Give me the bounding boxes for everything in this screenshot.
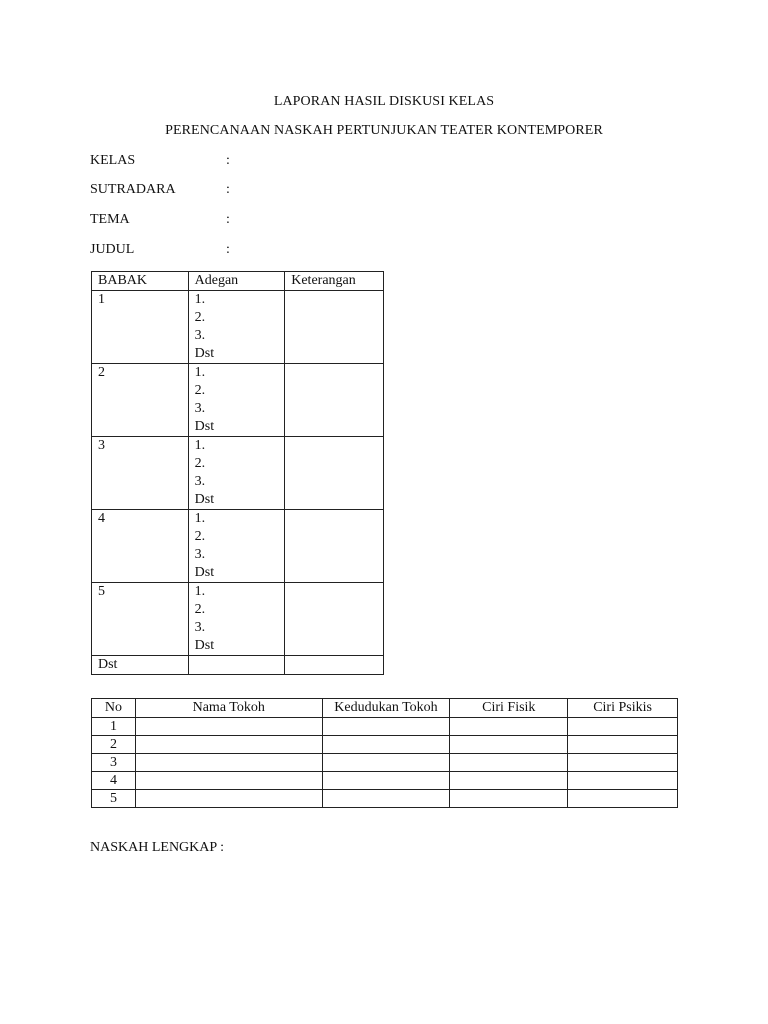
header-ciri-fisik: Ciri Fisik [450,699,568,718]
adegan-list [195,437,285,509]
adegan-item: 3. [194,474,206,489]
ciri-fisik-cell [450,718,568,736]
field-judul-colon: : [226,242,230,257]
ciri-psikis-cell [568,772,678,790]
adegan-cell [188,364,285,437]
kedudukan-tokoh-cell [322,790,450,808]
adegan-cell [188,656,285,675]
babak-number-cell: 3 [92,437,189,510]
tokoh-header-row [92,699,678,718]
adegan-item: 3. [194,401,206,416]
adegan-list [195,291,285,363]
adegan-item: Dst [194,492,215,507]
ciri-psikis-cell [568,718,678,736]
adegan-item: Dst [194,346,215,361]
field-kelas-colon: : [226,153,230,168]
ciri-psikis-cell [568,754,678,772]
tokoh-row [92,772,678,790]
tokoh-no-cell: 3 [92,754,136,772]
header-keterangan: Keterangan [285,272,384,291]
adegan-item: 3. [194,547,206,562]
tokoh-row [92,754,678,772]
tokoh-no-cell: 1 [92,718,136,736]
babak-number-cell: 5 [92,583,189,656]
field-judul-label: JUDUL [90,242,135,257]
header-ciri-psikis: Ciri Psikis [568,699,678,718]
babak-row-dst [92,656,384,675]
ciri-fisik-cell [450,754,568,772]
header-adegan: Adegan [188,272,285,291]
babak-number-cell: 4 [92,510,189,583]
babak-row [92,437,384,510]
babak-number-cell: 1 [92,291,189,364]
adegan-cell [188,437,285,510]
adegan-item: 2. [194,383,206,398]
nama-tokoh-cell [135,718,322,736]
keterangan-cell [285,583,384,656]
babak-table [91,271,384,675]
adegan-item: Dst [194,565,215,580]
kedudukan-tokoh-cell [322,736,450,754]
ciri-fisik-cell [450,736,568,754]
nama-tokoh-cell [135,772,322,790]
ciri-fisik-cell [450,772,568,790]
kedudukan-tokoh-cell [322,772,450,790]
tokoh-row [92,718,678,736]
nama-tokoh-cell [135,754,322,772]
naskah-lengkap-label: NASKAH LENGKAP : [90,840,225,855]
adegan-item: 1. [194,584,206,599]
keterangan-cell [285,656,384,675]
adegan-item: 3. [194,620,206,635]
keterangan-cell [285,437,384,510]
header-no: No [92,699,136,718]
tokoh-no-cell: 4 [92,772,136,790]
ciri-fisik-cell [450,790,568,808]
ciri-psikis-cell [568,736,678,754]
tokoh-row [92,736,678,754]
tokoh-no-cell: 2 [92,736,136,754]
babak-dst-cell: Dst [92,656,189,675]
adegan-item: Dst [194,419,215,434]
kedudukan-tokoh-cell [322,754,450,772]
babak-header-row [92,272,384,291]
adegan-item: 2. [194,529,206,544]
ciri-psikis-cell [568,790,678,808]
field-tema-label: TEMA [90,212,130,227]
tokoh-row [92,790,678,808]
adegan-item: 2. [194,310,206,325]
keterangan-cell [285,364,384,437]
adegan-item: 1. [194,438,206,453]
babak-row [92,364,384,437]
adegan-cell [188,583,285,656]
kedudukan-tokoh-cell [322,718,450,736]
adegan-list [195,364,285,436]
field-kelas-label: KELAS [90,153,136,168]
babak-number-cell: 2 [92,364,189,437]
babak-row [92,510,384,583]
nama-tokoh-cell [135,736,322,754]
field-tema-colon: : [226,212,230,227]
babak-row [92,583,384,656]
adegan-item: 1. [194,292,206,307]
adegan-item: 3. [194,328,206,343]
field-sutradara-label: SUTRADARA [90,182,176,197]
adegan-item: 2. [194,456,206,471]
tokoh-table [91,698,678,808]
nama-tokoh-cell [135,790,322,808]
adegan-cell [188,510,285,583]
adegan-cell [188,291,285,364]
babak-row [92,291,384,364]
adegan-item: Dst [194,638,215,653]
keterangan-cell [285,510,384,583]
field-sutradara-colon: : [226,182,230,197]
header-kedudukan-tokoh: Kedudukan Tokoh [322,699,450,718]
tokoh-no-cell: 5 [92,790,136,808]
adegan-item: 2. [194,602,206,617]
report-subtitle: PERENCANAAN NASKAH PERTUNJUKAN TEATER KONTEMPORER [165,123,603,138]
adegan-list [195,583,285,655]
report-title: LAPORAN HASIL DISKUSI KELAS [273,94,495,109]
header-babak: BABAK [92,272,189,291]
adegan-list [195,510,285,582]
adegan-item: 1. [194,365,206,380]
adegan-item: 1. [194,511,206,526]
header-nama-tokoh: Nama Tokoh [135,699,322,718]
keterangan-cell [285,291,384,364]
